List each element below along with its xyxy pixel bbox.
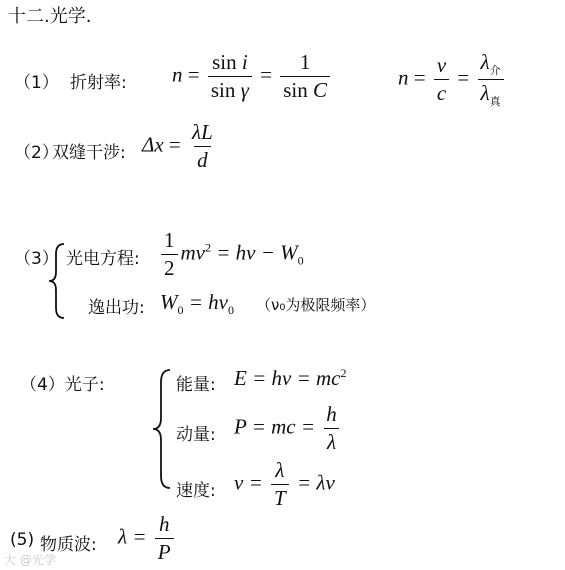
var-lambda: λ <box>480 81 490 106</box>
var-d: d <box>194 146 211 173</box>
refraction-velocity-formula <box>398 50 507 109</box>
item-5-number: (5) <box>10 530 35 550</box>
fraction-one-half <box>161 228 178 281</box>
equals-sign: = <box>457 65 470 90</box>
fraction-lambda-T <box>271 458 289 511</box>
numeral-one: 1 <box>164 228 175 252</box>
fraction-h-P <box>155 512 174 565</box>
watermark: 大 @光学 <box>4 553 56 567</box>
left-brace-icon <box>46 242 68 320</box>
subscript-zero: 0 <box>297 253 304 268</box>
item-3-number: （3） <box>14 249 59 269</box>
fraction-1-sinc <box>280 50 330 103</box>
item-2-number: （2） <box>14 143 59 163</box>
var-mv: mv <box>180 240 205 265</box>
item-1-number: （1） <box>14 73 59 93</box>
sin-text: sin <box>283 78 308 102</box>
subscript-medium: 介 <box>489 64 501 78</box>
var-T: T <box>271 484 289 511</box>
double-slit-formula <box>142 120 219 173</box>
section-heading: 十二.光学. <box>8 6 92 27</box>
left-brace-icon <box>150 368 174 490</box>
momentum-formula <box>234 402 343 455</box>
item-5-label: 物质波: <box>40 535 97 555</box>
exponent-two: 2 <box>205 240 211 255</box>
matter-wave-formula <box>118 512 177 565</box>
speed-equation-rhs: = λν <box>296 470 335 495</box>
sin-text: sin <box>210 78 236 102</box>
var-n: n <box>398 65 409 90</box>
var-delta-x: Δx <box>142 132 164 157</box>
subscript-zero: 0 <box>228 303 234 318</box>
equals-sign: = <box>187 62 200 87</box>
var-h: h <box>326 402 337 426</box>
refraction-formula <box>172 50 333 103</box>
fraction-v-c <box>434 53 449 106</box>
item-2-label: 双缝干涉: <box>52 143 126 163</box>
photoelectric-formula <box>158 228 304 281</box>
photoelectric-label: 光电方程: <box>66 249 140 269</box>
work-function-label: 逸出功: <box>88 298 145 318</box>
momentum-equation: P = mc = <box>234 414 316 439</box>
speed-formula <box>234 458 335 511</box>
subscript-zero: 0 <box>177 303 184 318</box>
equals-sign: = <box>168 132 181 157</box>
cutoff-frequency-note: （ν₀为极限频率） <box>256 296 376 314</box>
numeral-two: 2 <box>161 254 178 281</box>
exponent-two: 2 <box>340 366 347 380</box>
item-1-label: 折射率: <box>70 73 127 93</box>
subscript-vacuum: 真 <box>489 95 501 109</box>
var-P: P <box>155 538 174 565</box>
var-lambda-L: λL <box>192 120 213 144</box>
speed-label: 速度: <box>176 481 216 501</box>
fraction-sini-sinr <box>208 50 252 103</box>
var-h: h <box>158 512 170 536</box>
var-C: C <box>313 78 328 102</box>
energy-equation: E = hν = mc <box>234 366 341 390</box>
equals-sign: = <box>260 62 272 87</box>
energy-label: 能量: <box>176 375 216 395</box>
numeral-one: 1 <box>299 50 311 74</box>
speed-equation-lhs: v = <box>234 470 263 495</box>
momentum-label: 动量: <box>176 425 216 445</box>
energy-formula <box>234 366 346 391</box>
var-gamma: γ <box>240 78 249 102</box>
fraction-lambdaL-d <box>189 120 216 173</box>
var-n: n <box>172 62 183 87</box>
var-v: v <box>436 53 447 78</box>
work-function-formula <box>160 290 234 318</box>
var-lambda: λ <box>324 428 339 455</box>
var-lambda: λ <box>480 50 490 74</box>
fraction-h-lambda <box>323 402 340 455</box>
var-c: c <box>434 79 449 106</box>
equals-sign: = <box>413 65 426 90</box>
rhs-h-nu: = hν <box>188 290 228 314</box>
var-W: W <box>160 290 178 314</box>
lambda-equals: λ = <box>118 524 147 549</box>
rhs-h-nu-minus-w: = hν − W <box>216 240 298 265</box>
var-i: i <box>241 50 248 74</box>
sin-text: sin <box>212 50 237 74</box>
fraction-lambda-ratio <box>478 50 504 109</box>
var-lambda: λ <box>275 458 285 482</box>
item-4-label: （4）光子: <box>20 375 105 395</box>
